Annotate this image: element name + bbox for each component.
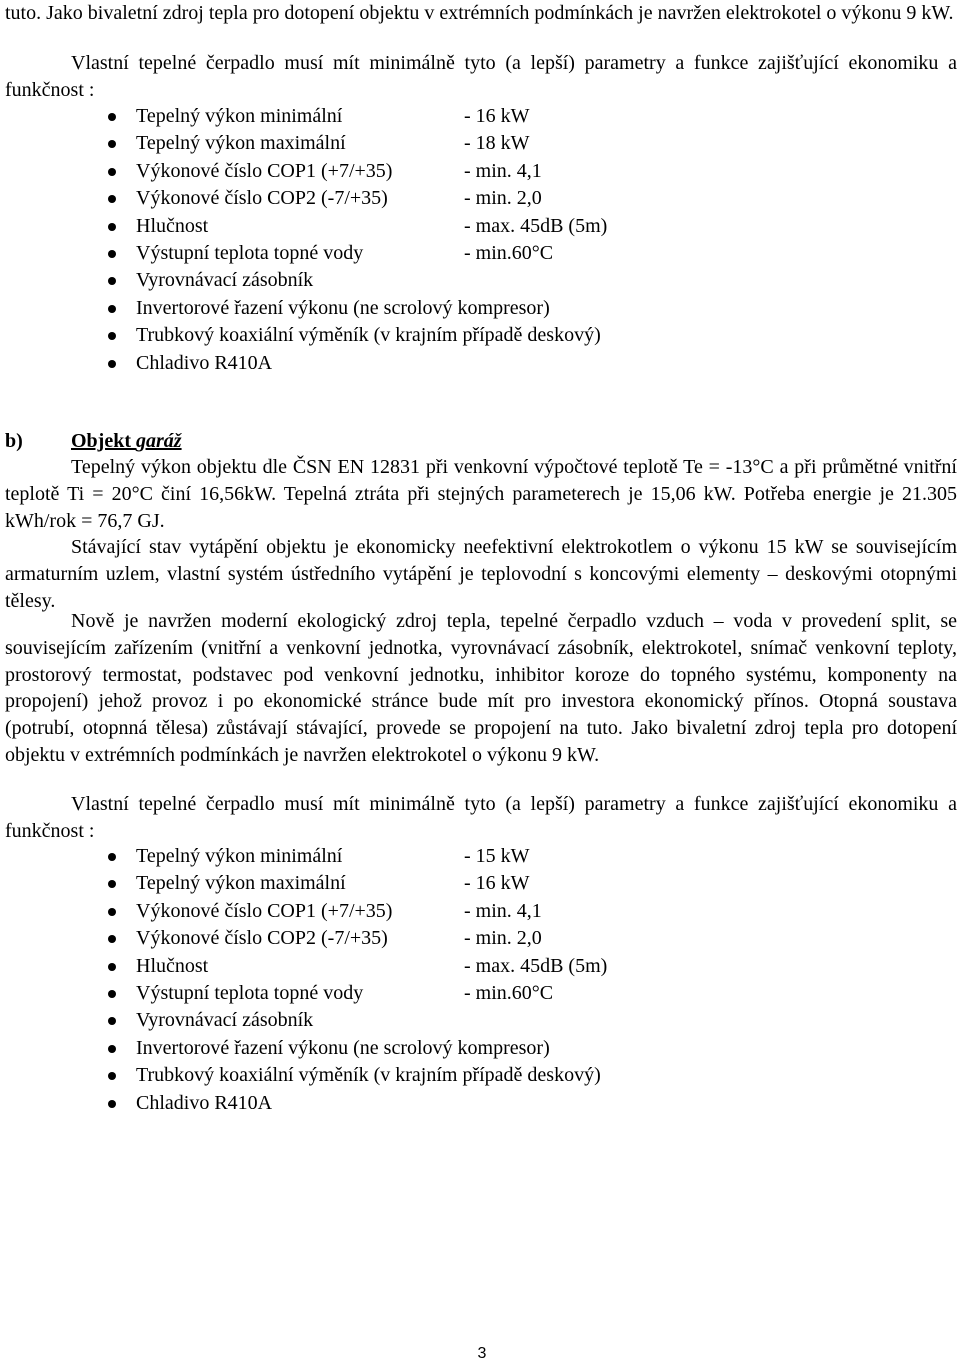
continuation-paragraph: tuto. Jako bivaletní zdroj tepla pro dotopení objektu v extrémních podmínkách je navržen elektrokotel o výkonu 9 kW. (5, 2, 954, 24)
bullet-icon (108, 908, 116, 916)
spec-name: Trubkový koaxiální výměník (v krajním případě deskový) (136, 324, 601, 347)
spec-name: Tepelný výkon maximální (136, 872, 346, 895)
bullet-icon (108, 1045, 116, 1053)
spec-value: - min. 4,1 (464, 159, 542, 182)
bullet-icon (108, 1100, 116, 1108)
spec-item (0, 213, 607, 240)
spec-name: Výkonové číslo COP2 (-7/+35) (136, 927, 388, 950)
section-b-label: b) (5, 430, 23, 452)
spec-item (0, 240, 607, 267)
spec-name: Vyrovnávací zásobník (136, 1009, 314, 1032)
section-b-title-prefix: Objekt (71, 430, 136, 452)
spec-item (0, 350, 607, 377)
spec-item (0, 1062, 607, 1089)
bullet-icon (108, 223, 116, 231)
spec-name: Tepelný výkon maximální (136, 132, 346, 155)
spec-item (0, 322, 607, 349)
bullet-icon (108, 305, 116, 313)
spec-value: - min.60°C (464, 981, 554, 1004)
spec-name: Výkonové číslo COP2 (-7/+35) (136, 187, 388, 210)
bullet-icon (108, 1072, 116, 1080)
spec-value: - max. 45dB (5m) (464, 954, 608, 977)
spec-value: - max. 45dB (5m) (464, 214, 608, 237)
page-number: 3 (477, 1345, 487, 1362)
spec-value: - min.60°C (464, 241, 554, 264)
bullet-icon (108, 195, 116, 203)
section-b-paragraph-1: Tepelný výkon objektu dle ČSN EN 12831 při venkovní výpočtové teplotě Te = -13°C a při průmětné vnitřní teplotě Ti = 20°C činí 16,56kW. Tepelná ztráta při stejných parameterech je 15,06 kW. Potřeba energie je 21.305 kWh/rok = 76,7 GJ. (5, 456, 957, 532)
spec-item (0, 1090, 607, 1117)
spec-value: - 16 kW (464, 105, 530, 127)
spec-name: Výstupní teplota topné vody (136, 241, 364, 264)
spec-item (0, 953, 607, 980)
bullet-icon (108, 1017, 116, 1025)
spec-name: Vyrovnávací zásobník (136, 269, 314, 292)
spec-name: Chladivo R410A (136, 351, 273, 374)
bullet-icon (108, 880, 116, 888)
spec-item (0, 898, 607, 925)
bullet-icon (108, 935, 116, 943)
spec-item (0, 267, 607, 294)
spec-item (0, 843, 607, 870)
spec-value: - 15 kW (464, 845, 530, 867)
spec-name: Invertorové řazení výkonu (ne scrolový kompresor) (136, 296, 550, 319)
bullet-icon (108, 360, 116, 368)
spec-value: - min. 2,0 (464, 927, 542, 950)
bullet-icon (108, 990, 116, 998)
bullet-icon (108, 113, 116, 121)
spec-item (0, 130, 607, 157)
spec-name: Tepelný výkon minimální (136, 845, 343, 867)
bullet-icon (108, 332, 116, 340)
spec-name: Hlučnost (136, 214, 209, 237)
section-b-paragraph-2: Stávající stav vytápění objektu je ekonomicky neefektivní elektrokotlem o výkonu 15 kW se souvisejícím armaturním uzlem, vlastní systém ústředního vytápění je teplovodní s koncovými elementy – deskovými otopnými tělesy. (5, 536, 957, 612)
top-requirements-intro: Vlastní tepelné čerpadlo musí mít minimálně tyto (a lepší) parametry a funkce zajišťující ekonomiku a funkčnost : (5, 52, 957, 101)
spec-item (0, 1035, 607, 1062)
bullet-icon (108, 963, 116, 971)
section-b-heading (5, 428, 182, 454)
bullet-icon (108, 277, 116, 285)
spec-item (0, 158, 607, 185)
top-spec-list (0, 103, 607, 377)
spec-item (0, 870, 607, 897)
spec-name: Trubkový koaxiální výměník (v krajním případě deskový) (136, 1064, 601, 1087)
spec-name: Hlučnost (136, 954, 209, 977)
spec-name: Invertorové řazení výkonu (ne scrolový kompresor) (136, 1036, 550, 1059)
spec-item (0, 925, 607, 952)
spec-name: Výstupní teplota topné vody (136, 981, 364, 1004)
spec-value: - 18 kW (464, 132, 530, 155)
bullet-icon (108, 250, 116, 258)
spec-item (0, 1007, 607, 1034)
section-b-title-italic: garáž (136, 430, 182, 452)
spec-value: - min. 4,1 (464, 899, 542, 922)
spec-item (0, 295, 607, 322)
spec-item (0, 185, 607, 212)
spec-name: Výkonové číslo COP1 (+7/+35) (136, 899, 393, 922)
bullet-icon (108, 168, 116, 176)
bullet-icon (108, 853, 116, 861)
bullet-icon (108, 140, 116, 148)
spec-name: Chladivo R410A (136, 1091, 273, 1114)
spec-name: Tepelný výkon minimální (136, 105, 343, 127)
section-b-paragraph-3: Nově je navržen moderní ekologický zdroj tepla, tepelné čerpadlo vzduch – voda v provedení split, se souvisejícím zařízením (vnitřní a venkovní jednotka, vyrovnávací zásobník, elektrokotel, snímač venkovní teploty, prostorový termostat, podstavec pod venkovní jednotku, inhibitor koroze do topného systému, komponenty na propojení) jehož provoz i po ekonomické stránce bude mít pro investora ekonomický přínos. Otopná soustava (potrubí, otopnná tělesa) zůstávají stávající, provede se propojení na tuto. Jako bivaletní zdroj tepla pro dotopení objektu v extrémních podmínkách je navržen elektrokotel o výkonu 9 kW. (5, 610, 957, 766)
section-b-requirements-intro: Vlastní tepelné čerpadlo musí mít minimálně tyto (a lepší) parametry a funkce zajišťující ekonomiku a funkčnost : (5, 793, 957, 842)
section-b-spec-list (0, 843, 607, 1117)
spec-name: Výkonové číslo COP1 (+7/+35) (136, 159, 393, 182)
spec-value: - 16 kW (464, 872, 530, 895)
spec-item (0, 103, 607, 130)
spec-item (0, 980, 607, 1007)
spec-value: - min. 2,0 (464, 187, 542, 210)
